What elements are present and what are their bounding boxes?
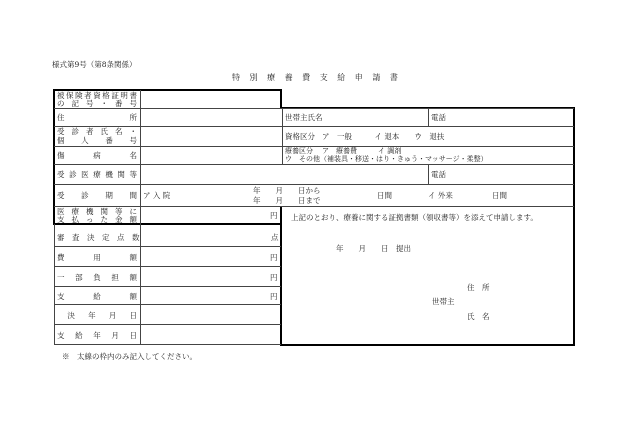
cost-label: 費 用 額 — [57, 253, 137, 262]
applicant-householder-label: 世帯主 — [432, 297, 455, 306]
form-title: 特 別 療 養 費 支 給 申 請 書 — [232, 73, 402, 82]
insured-number-label-1: 被保険者資格証明書 — [57, 91, 137, 100]
period-to: 年 月 日まで — [253, 196, 321, 205]
rule-lower-bottom — [54, 344, 281, 345]
status-class-label: 資格区分 — [285, 132, 315, 141]
application-statement: 上記のとおり、療養に関する証拠書類（領収書等）を添えて申請します。 — [291, 213, 538, 222]
payment-yen: 円 — [270, 292, 278, 301]
label-column-divider — [140, 90, 141, 345]
cost-yen: 円 — [270, 253, 278, 262]
payment-label: 支 給 額 — [57, 292, 137, 301]
submit-date: 年 月 日 提出 — [336, 244, 411, 253]
householder-name-label: 世帯主氏名 — [285, 113, 323, 122]
recipient-name-label-2: 個 人 番 号 — [57, 136, 137, 145]
rule-decision-top — [54, 304, 281, 305]
copay-label: 一 部 負 担 額 — [57, 273, 137, 282]
main-box-bottom — [280, 344, 575, 346]
rule-copay-top — [54, 266, 281, 267]
institution-label: 受 診 医 療 機 関 等 — [57, 170, 137, 179]
right-box-left — [280, 206, 282, 346]
top-box-left — [53, 89, 55, 223]
phone-label: 電話 — [431, 113, 446, 122]
institution-phone-label: 電話 — [431, 170, 446, 179]
rule-row-period-top — [54, 184, 574, 185]
phone-divider — [428, 108, 429, 126]
copay-yen: 円 — [270, 273, 278, 282]
rule-row-address-top — [54, 108, 574, 109]
illness-label: 傷 病 名 — [57, 151, 137, 160]
rule-row-illness-top — [54, 146, 574, 147]
decision-date-label: 決 年 月 日 — [57, 311, 137, 320]
inpatient-days-label: 日間 — [377, 191, 392, 200]
status-class-options: ア 一般 イ 退本 ウ 退扶 — [322, 132, 445, 141]
period-from: 年 月 日から — [253, 186, 321, 195]
outpatient-option: イ 外来 — [428, 191, 453, 200]
period-label: 受 診 期 間 — [57, 191, 137, 200]
top-box-right-upper — [280, 89, 282, 109]
applicant-name-label: 氏 名 — [467, 312, 490, 321]
applicant-address-label: 住 所 — [467, 283, 490, 292]
recipient-name-label-1: 受 診 者 氏 名 ・ — [57, 127, 137, 136]
treatment-class-options-1: ア 療養費 イ 調剤 — [322, 147, 402, 155]
paid-amount-label-1: 医 療 機 関 等 に — [57, 207, 137, 216]
treatment-class-label: 療養区分 — [285, 147, 313, 155]
rule-cost-top — [54, 246, 281, 247]
review-points-label: 審 査 決 定 点 数 — [57, 233, 140, 242]
paid-amount-yen: 円 — [270, 211, 278, 220]
rule-paydate-top — [54, 324, 281, 325]
payment-date-label: 支 給 年 月 日 — [57, 331, 137, 340]
treatment-class-options-2: ウ その他（補装具・移送・はり・きゅう・マッサージ・柔整） — [285, 155, 488, 163]
rule-row-institution-top — [54, 164, 574, 165]
mid-divider-upper — [282, 108, 283, 165]
rule-payment-top — [54, 286, 281, 287]
outpatient-days-label: 日間 — [492, 191, 507, 200]
footnote: ※ 太線の枠内のみ記入してください。 — [62, 352, 197, 361]
form-number: 様式第9号（第8条関係） — [52, 60, 137, 69]
insured-number-label-2: の 記 号 ・ 番 号 — [57, 99, 137, 108]
paid-amount-label-2: 支 払 っ た 金 額 — [57, 215, 137, 224]
main-box-right — [573, 107, 575, 345]
rule-lower-left — [54, 224, 55, 345]
phone2-divider — [428, 164, 429, 184]
inpatient-option: ア 入 院 — [143, 191, 171, 200]
address-label: 住 所 — [57, 113, 137, 122]
review-points-unit: 点 — [271, 233, 279, 242]
